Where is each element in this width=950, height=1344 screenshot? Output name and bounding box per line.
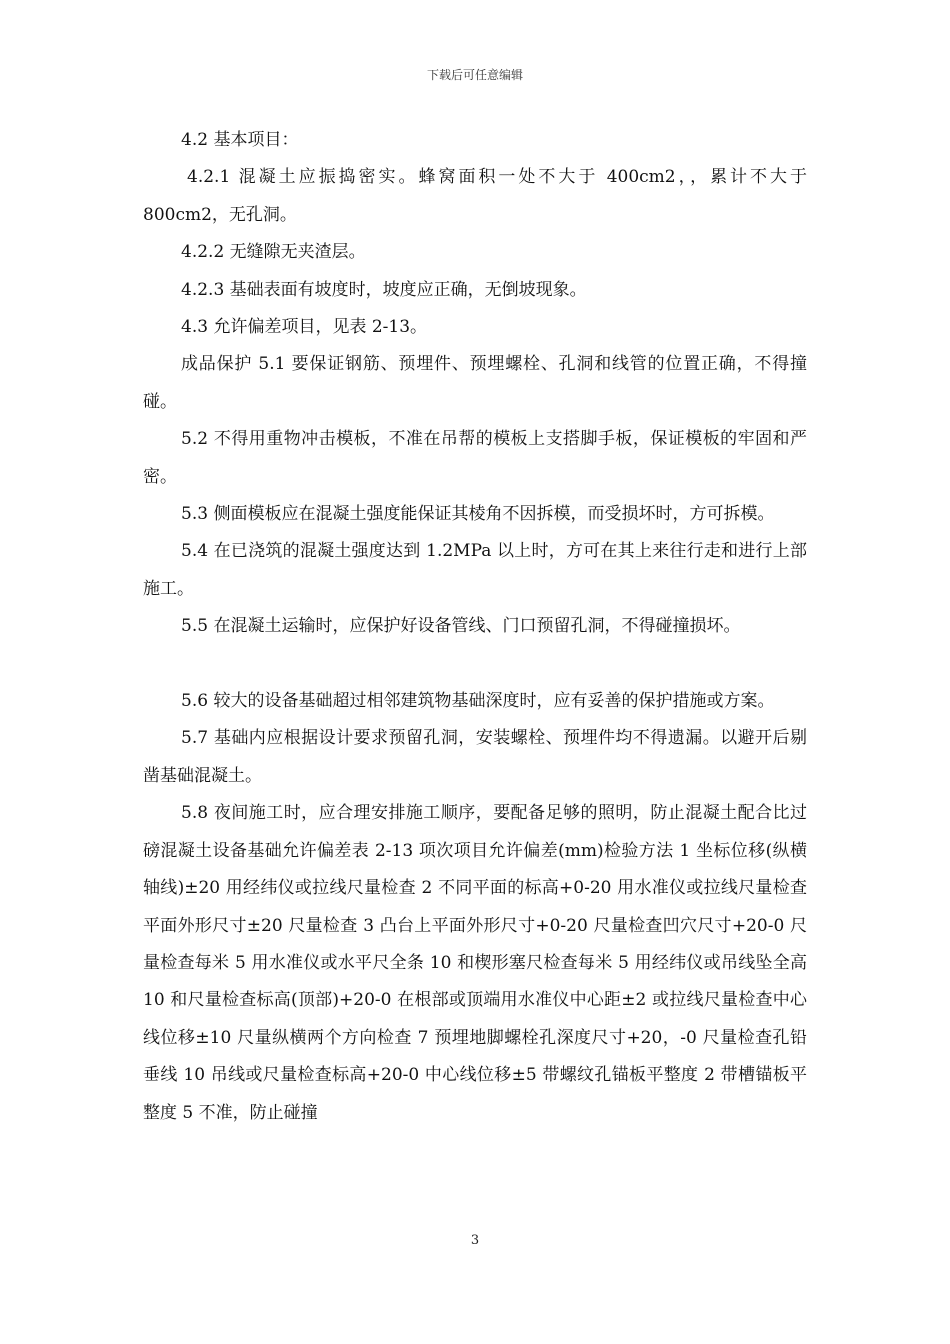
paragraph-5-2: 5.2 不得用重物冲击模板，不准在吊帮的模板上支搭脚手板，保证模板的牢固和严密。 [143, 429, 807, 487]
paragraph-4-2-2: 4.2.2 无缝隙无夹渣层。 [181, 242, 366, 263]
paragraph-4-3: 4.3 允许偏差项目，见表 2-13。 [181, 317, 428, 338]
page-number: 3 [470, 1233, 480, 1248]
paragraph-5-3: 5.3 侧面模板应在混凝土强度能保证其棱角不因拆模，而受损坏时，方可拆模。 [181, 504, 775, 525]
paragraph-5-7: 5.7 基础内应根据设计要求预留孔洞，安装螺栓、预埋件均不得遗漏。以避开后剔凿基础混凝土。 [143, 728, 807, 786]
page-header: 下载后可任意编辑 [426, 68, 523, 82]
paragraph-5-6: 5.6 较大的设备基础超过相邻建筑物基础深度时，应有妥善的保护措施或方案。 [181, 691, 775, 712]
paragraph-4-2-3: 4.2.3 基础表面有坡度时，坡度应正确，无倒坡现象。 [181, 279, 587, 300]
paragraph-5-5: 5.5 在混凝土运输时，应保护好设备管线、门口预留孔洞，不得碰撞损坏。 [181, 616, 741, 637]
document-body [143, 122, 807, 1132]
paragraph-4-2-1: 4.2.1 混凝土应振捣密实。蜂窝面积一处不大于 400cm2，，累计不大于 800cm2，无孔洞。 [143, 167, 807, 225]
blank-line [143, 646, 807, 683]
paragraph-5-8: 5.8 夜间施工时，应合理安排施工顺序，要配备足够的照明，防止混凝土配合比过磅混凝土设备基础允许偏差表 2-13 项次项目允许偏差(mm)检验方法 1 坐标位移(纵横轴线)±20 用经纬仪或拉线尺量检查 2 不同平面的标高+0-20 用水准仪或拉线尺量检查平面外形尺寸±20 尺量检查 3 凸台上平面外形尺寸+0-20 尺量检查凹穴尺寸+20-0 尺量检查每米 5 用水准仪或水平尺全条 10 和楔形塞尺检查每米 5 用经纬仪或吊线坠全高 10 和尺量检查标高(顶部)+20-0 在根部或顶端用水准仪中心距±2 或拉线尺量检查中心线位移±10 尺量纵横两个方向检查 7 预埋地脚螺栓孔深度尺寸+20，-0 尺量检查孔铅垂线 10 吊线或尺量检查标高+20-0 中心线位移±5 带螺纹孔锚板平整度 2 带槽锚板平整度 5 不准，防止碰撞 [143, 803, 807, 1123]
paragraph-5-4: 5.4 在已浇筑的混凝土强度达到 1.2MPa 以上时，方可在其上来往行走和进行上部施工。 [143, 541, 807, 599]
paragraph-4-2: 4.2 基本项目： [181, 130, 299, 150]
paragraph-5-1: 成品保护 5.1 要保证钢筋、预埋件、预埋螺栓、孔洞和线管的位置正确，不得撞碰。 [143, 354, 807, 412]
